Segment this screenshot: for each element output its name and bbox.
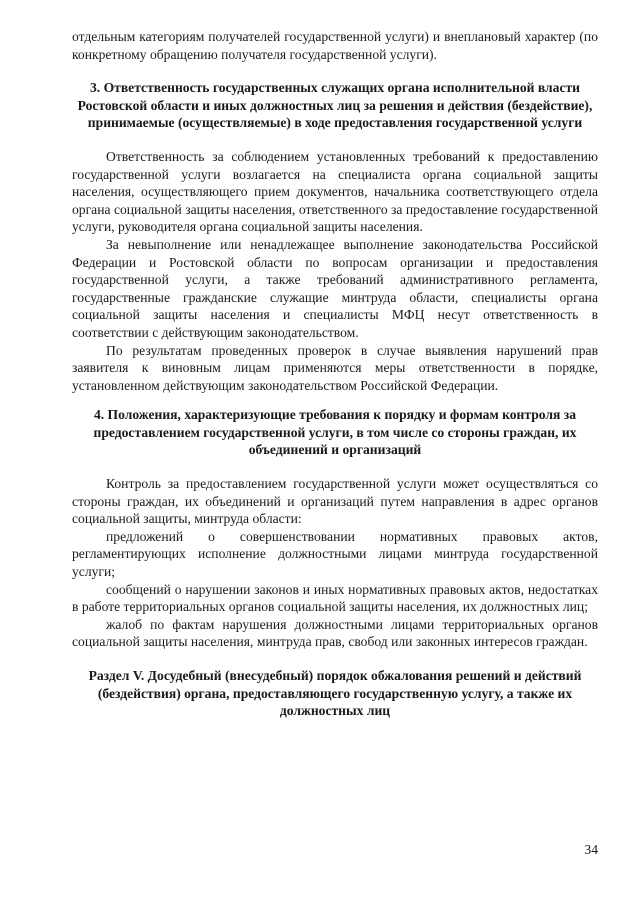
section-3-heading: 3. Ответственность государственных служащих органа исполнительной власти Ростовской области и иных должностных лиц за решения и действия (бездействие), принимаемые (осуществляемые) в ходе предоставления государственной услуги bbox=[77, 80, 593, 131]
section-4-paragraph-2: предложений о совершенствовании нормативных правовых актов, регламентирующих исполнение должностными лицами минтруда государственной услуги; bbox=[72, 528, 598, 580]
page-number: 34 bbox=[584, 842, 598, 857]
section-3-paragraph-2: За невыполнение или ненадлежащее выполнение законодательства Российской Федерации и Ростовской области по вопросам организации и предоставления государственной услуги, а также требований административного регламента, государственные гражданские служащие минтруда области, специалисты органа социальной защиты населения и специалисты МФЦ несут ответственность в соответствии с действующим законодательством. bbox=[72, 236, 598, 340]
section-3-paragraph-1: Ответственность за соблюдением установленных требований к предоставлению государственной услуги возлагается на специалиста органа социальной защиты населения, осуществляющего прием документов, начальника соответствующего отдела органа социальной защиты населения, ответственного за предоставление государственной услуги, руководителя органа социальной защиты населения. bbox=[72, 148, 598, 235]
section-4-paragraph-1: Контроль за предоставлением государственной услуги может осуществляться со стороны граждан, их объединений и организаций путем направления в адрес органов социальной защиты, минтруда области: bbox=[72, 476, 598, 527]
section-4-heading: 4. Положения, характеризующие требования к порядку и формам контроля за предоставлением государственной услуги, в том числе со стороны граждан, их объединений и организаций bbox=[93, 407, 577, 458]
section-5-heading: Раздел V. Досудебный (внесудебный) порядок обжалования решений и действий (бездействия) органа, предоставляющего государственную услугу, а также их должностных лиц bbox=[88, 668, 582, 719]
section-4-paragraph-3: сообщений о нарушении законов и иных нормативных правовых актов, недостатках в работе территориальных органов социальной защиты населения, их должностных лиц; bbox=[72, 581, 598, 615]
intro-fragment: отдельным категориям получателей государственной услуги) и внеплановый характер (по конкретному обращению получателя государственной услуги). bbox=[72, 29, 598, 62]
section-3-paragraph-3: По результатам проведенных проверок в случае выявления нарушений прав заявителя к виновным лицам применяются меры ответственности в порядке, установленном действующим законодательством Российской Федерации. bbox=[72, 342, 598, 393]
section-4-paragraph-4: жалоб по фактам нарушения должностными лицами территориальных органов социальной защиты населения, минтруда прав, свобод или законных интересов граждан. bbox=[72, 616, 598, 650]
